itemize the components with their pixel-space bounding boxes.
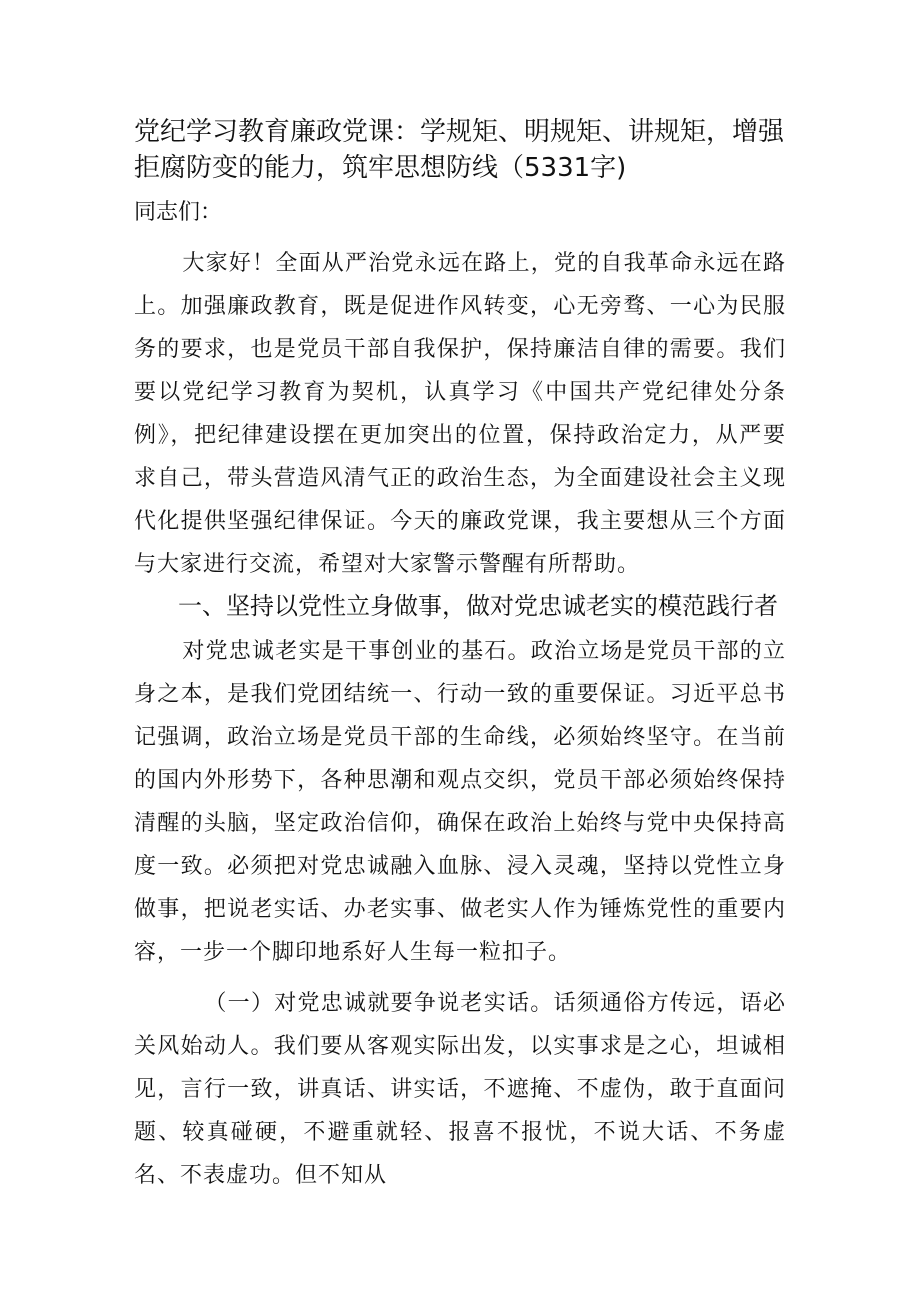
section-heading: 一、坚持以党性立身做事，做对党忠诚老实的模范践行者	[178, 592, 778, 620]
section-paragraph: 对党忠诚老实是干事创业的基石。政治立场是党员干部的立身之本，是我们党团结统一、行动一致的重要保证。习近平总书记强调，政治立场是党员干部的生命线，必须始终坚守。在当前的国内外形势下，各种思潮和观点交织，党员干部必须始终保持清醒的头脑，坚定政治信仰，确保在政治上始终与党中央保持高度一致。必须把对党忠诚融入血脉、浸入灵魂，坚持以党性立身做事，把说老实话、办老实事、做老实人作为锤炼党性的重要内容，一步一个脚印地系好人生每一粒扣子。	[134, 639, 786, 965]
document-title: 党纪学习教育廉政党课：学规矩、明规矩、讲规矩，增强拒腐防变的能力，筑牢思想防线（5331字)	[134, 117, 785, 183]
subsection-paragraph: （一）对党忠诚就要争说老实话。话须通俗方传远，语必关风始动人。我们要从客观实际出发，以实事求是之心，坦诚相见，言行一致，讲真话、讲实话，不遮掩、不虚伪，敢于直面问题、较真碰硬，不避重就轻、报喜不报忧，不说大话、不务虚名、不表虚功。但不知从	[134, 991, 786, 1188]
salutation: 同志们：	[134, 200, 223, 225]
opening-paragraph: 大家好！全面从严治党永远在路上，党的自我革命永远在路上。加强廉政教育，既是促进作风转变，心无旁骛、一心为民服务的要求，也是党员干部自我保护，保持廉洁自律的需要。我们要以党纪学习教育为契机，认真学习《中国共产党纪律处分条例》，把纪律建设摆在更加突出的位置，保持政治定力，从严要求自己，带头营造风清气正的政治生态，为全面建设社会主义现代化提供坚强纪律保证。今天的廉政党课，我主要想从三个方面与大家进行交流，希望对大家警示警醒有所帮助。	[134, 251, 786, 577]
